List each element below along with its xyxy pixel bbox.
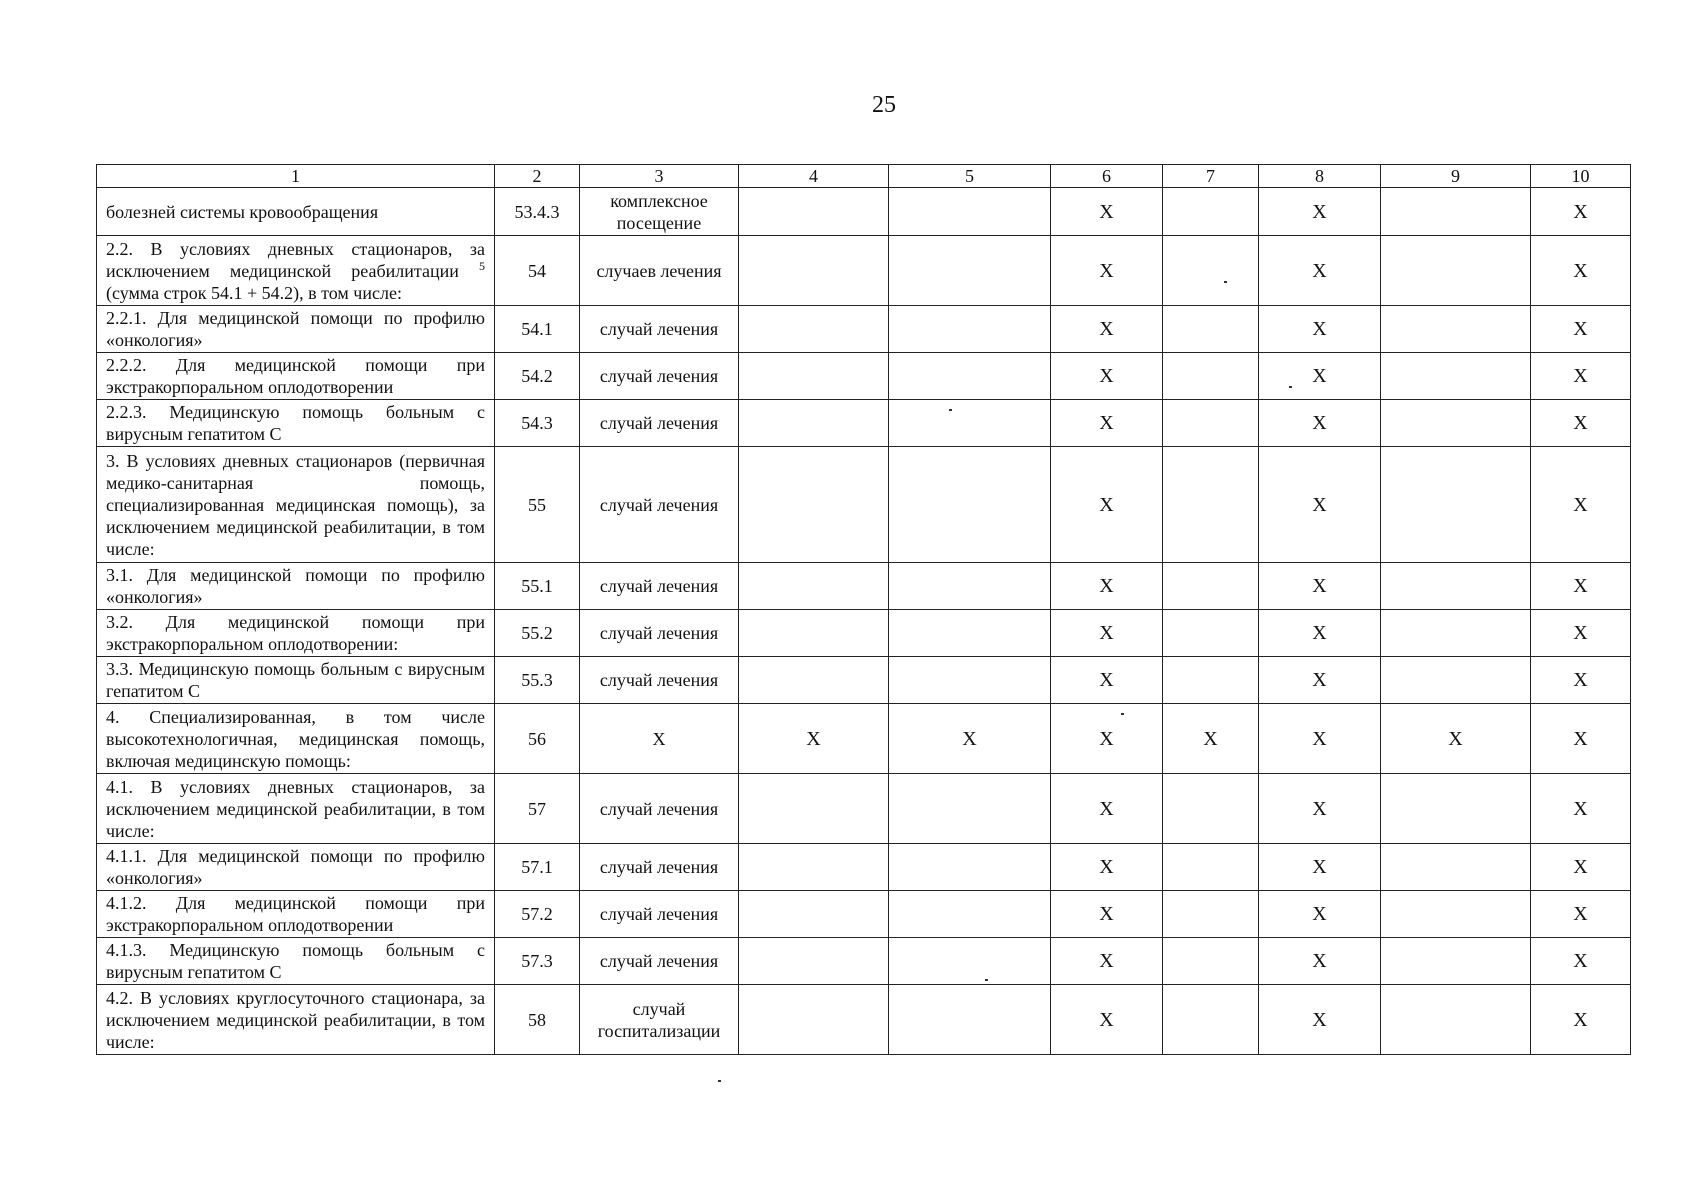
cell-col-10: X xyxy=(1531,353,1631,400)
row-code: 58 xyxy=(495,985,580,1055)
row-code: 57.1 xyxy=(495,844,580,891)
row-description-text: 3.2. Для медицинской помощи при экстракорпоральном оплодотворении: xyxy=(106,612,485,654)
cell-col-8: X xyxy=(1259,704,1381,774)
row-unit: случай лечения xyxy=(580,400,739,447)
cell-col-9 xyxy=(1381,774,1531,844)
table-row xyxy=(97,447,1631,563)
row-code: 55.1 xyxy=(495,563,580,610)
row-description xyxy=(97,938,495,985)
row-description xyxy=(97,563,495,610)
row-description-text: 4. Специализированная, в том числе высокотехнологичная, медицинская помощь, включая медицинскую помощь: xyxy=(106,706,485,771)
table-row xyxy=(97,891,1631,938)
cell-col-6: X xyxy=(1051,891,1163,938)
col-header: 6 xyxy=(1051,165,1163,188)
cell-col-8: X xyxy=(1259,447,1381,563)
cell-col-8: X xyxy=(1259,985,1381,1055)
row-code: 57 xyxy=(495,774,580,844)
cell-col-5 xyxy=(889,938,1051,985)
cell-col-9 xyxy=(1381,985,1531,1055)
row-description-text: 2.2.2. Для медицинской помощи при экстракорпоральном оплодотворении xyxy=(106,355,485,397)
cell-col-4 xyxy=(739,447,889,563)
cell-col-9 xyxy=(1381,657,1531,704)
table-row xyxy=(97,610,1631,657)
row-unit: случай лечения xyxy=(580,610,739,657)
cell-col-10: X xyxy=(1531,891,1631,938)
row-description xyxy=(97,236,495,306)
cell-col-7 xyxy=(1163,844,1259,891)
cell-col-8: X xyxy=(1259,236,1381,306)
row-description-text: 2.2. В условиях дневных стационаров, за исключением медицинской реабилитации xyxy=(106,238,485,281)
cell-col-4 xyxy=(739,610,889,657)
row-description-text: 3.3. Медицинскую помощь больным с вирусным гепатитом С xyxy=(106,659,485,701)
row-unit: случай госпитализации xyxy=(580,985,739,1055)
row-description xyxy=(97,610,495,657)
table-row xyxy=(97,774,1631,844)
cell-col-10: X xyxy=(1531,985,1631,1055)
row-description-text: болезней системы кровообращения xyxy=(106,201,379,222)
cell-col-8: X xyxy=(1259,353,1381,400)
cell-col-9 xyxy=(1381,563,1531,610)
row-description-text: 4.1.3. Медицинскую помощь больным с вирусным гепатитом С xyxy=(106,940,485,982)
cell-col-10: X xyxy=(1531,236,1631,306)
table-row xyxy=(97,844,1631,891)
row-description xyxy=(97,188,495,236)
cell-col-7 xyxy=(1163,353,1259,400)
cell-col-4 xyxy=(739,306,889,353)
row-description-text: 4.1.2. Для медицинской помощи при экстракорпоральном оплодотворении xyxy=(106,893,485,935)
cell-col-5 xyxy=(889,563,1051,610)
cell-col-10: X xyxy=(1531,400,1631,447)
row-description xyxy=(97,306,495,353)
cell-col-4 xyxy=(739,563,889,610)
row-code: 54.1 xyxy=(495,306,580,353)
cell-col-8: X xyxy=(1259,188,1381,236)
cell-col-5 xyxy=(889,657,1051,704)
row-description xyxy=(97,704,495,774)
scan-speck xyxy=(1289,386,1292,388)
row-description xyxy=(97,400,495,447)
cell-col-10: X xyxy=(1531,774,1631,844)
header-row xyxy=(97,165,1631,188)
col-header: 4 xyxy=(739,165,889,188)
col-header: 10 xyxy=(1531,165,1631,188)
cell-col-5 xyxy=(889,610,1051,657)
row-description xyxy=(97,774,495,844)
cell-col-8: X xyxy=(1259,891,1381,938)
col-header: 5 xyxy=(889,165,1051,188)
cell-col-4 xyxy=(739,938,889,985)
cell-col-9 xyxy=(1381,610,1531,657)
cell-col-7 xyxy=(1163,447,1259,563)
table-row xyxy=(97,236,1631,306)
row-description-text: 2.2.3. Медицинскую помощь больным с вирусным гепатитом С xyxy=(106,402,485,444)
cell-col-7 xyxy=(1163,938,1259,985)
scan-speck xyxy=(949,409,952,411)
cell-col-8: X xyxy=(1259,400,1381,447)
cell-col-8: X xyxy=(1259,610,1381,657)
cell-col-10: X xyxy=(1531,704,1631,774)
row-code: 55.2 xyxy=(495,610,580,657)
cell-col-6: X xyxy=(1051,306,1163,353)
row-code: 55 xyxy=(495,447,580,563)
cell-col-8: X xyxy=(1259,774,1381,844)
row-description xyxy=(97,844,495,891)
cell-col-5 xyxy=(889,306,1051,353)
cell-col-7 xyxy=(1163,306,1259,353)
cell-col-7: X xyxy=(1163,704,1259,774)
cell-col-5 xyxy=(889,353,1051,400)
cell-col-6: X xyxy=(1051,657,1163,704)
cell-col-10: X xyxy=(1531,306,1631,353)
cell-col-7 xyxy=(1163,188,1259,236)
row-code: 56 xyxy=(495,704,580,774)
footnote-marker: 5 xyxy=(479,258,485,273)
row-code: 57.2 xyxy=(495,891,580,938)
row-description-text: 3. В условиях дневных стационаров (первичная медико-санитарная помощь, специализированная медицинская помощь), за исключением медицинской реабилитации, в том числе: xyxy=(106,450,485,559)
cell-col-10: X xyxy=(1531,657,1631,704)
cell-col-4: X xyxy=(739,704,889,774)
cell-col-6: X xyxy=(1051,610,1163,657)
row-description-tail: (сумма строк 54.1 + 54.2), в том числе: xyxy=(106,282,402,303)
cell-col-5: X xyxy=(889,704,1051,774)
cell-col-8: X xyxy=(1259,938,1381,985)
row-unit: случай лечения xyxy=(580,563,739,610)
cell-col-5 xyxy=(889,891,1051,938)
row-unit: случаев лечения xyxy=(580,236,739,306)
cell-col-10: X xyxy=(1531,563,1631,610)
row-unit: X xyxy=(580,704,739,774)
scan-speck xyxy=(1224,281,1227,283)
col-header: 7 xyxy=(1163,165,1259,188)
cell-col-8: X xyxy=(1259,306,1381,353)
cell-col-9 xyxy=(1381,400,1531,447)
cell-col-4 xyxy=(739,353,889,400)
cell-col-4 xyxy=(739,891,889,938)
cell-col-9 xyxy=(1381,844,1531,891)
cell-col-10: X xyxy=(1531,844,1631,891)
cell-col-7 xyxy=(1163,563,1259,610)
cell-col-9 xyxy=(1381,306,1531,353)
row-description-text: 3.1. Для медицинской помощи по профилю «онкология» xyxy=(106,565,485,607)
row-code: 55.3 xyxy=(495,657,580,704)
table-row xyxy=(97,563,1631,610)
cell-col-8: X xyxy=(1259,657,1381,704)
cell-col-9 xyxy=(1381,938,1531,985)
row-description-text: 4.1.1. Для медицинской помощи по профилю «онкология» xyxy=(106,846,485,888)
row-description xyxy=(97,985,495,1055)
row-unit: случай лечения xyxy=(580,353,739,400)
row-unit: комплексное посещение xyxy=(580,188,739,236)
cell-col-4 xyxy=(739,188,889,236)
table-row xyxy=(97,938,1631,985)
scan-speck xyxy=(718,1080,721,1082)
table-row xyxy=(97,400,1631,447)
row-unit: случай лечения xyxy=(580,938,739,985)
row-unit: случай лечения xyxy=(580,447,739,563)
row-code: 54.3 xyxy=(495,400,580,447)
cell-col-4 xyxy=(739,400,889,447)
row-description-text: 2.2.1. Для медицинской помощи по профилю «онкология» xyxy=(106,308,485,350)
cell-col-10: X xyxy=(1531,447,1631,563)
col-header: 8 xyxy=(1259,165,1381,188)
cell-col-5 xyxy=(889,236,1051,306)
cell-col-4 xyxy=(739,844,889,891)
row-code: 54.2 xyxy=(495,353,580,400)
cell-col-6: X xyxy=(1051,236,1163,306)
cell-col-5 xyxy=(889,447,1051,563)
row-description xyxy=(97,657,495,704)
cell-col-6: X xyxy=(1051,938,1163,985)
row-unit: случай лечения xyxy=(580,774,739,844)
cell-col-6: X xyxy=(1051,400,1163,447)
col-header: 3 xyxy=(580,165,739,188)
cell-col-4 xyxy=(739,236,889,306)
scan-speck xyxy=(985,979,988,981)
row-code: 54 xyxy=(495,236,580,306)
row-code: 53.4.3 xyxy=(495,188,580,236)
cell-col-9 xyxy=(1381,188,1531,236)
cell-col-7 xyxy=(1163,400,1259,447)
row-description-text: 4.1. В условиях дневных стационаров, за исключением медицинской реабилитации, в том числе: xyxy=(106,776,485,841)
row-unit: случай лечения xyxy=(580,657,739,704)
cell-col-4 xyxy=(739,774,889,844)
cell-col-6: X xyxy=(1051,774,1163,844)
cell-col-6: X xyxy=(1051,563,1163,610)
table-row xyxy=(97,353,1631,400)
cell-col-8: X xyxy=(1259,844,1381,891)
row-unit: случай лечения xyxy=(580,306,739,353)
page-number: 25 xyxy=(872,92,896,118)
cell-col-6: X xyxy=(1051,447,1163,563)
cell-col-6: X xyxy=(1051,188,1163,236)
cell-col-5 xyxy=(889,985,1051,1055)
cell-col-6: X xyxy=(1051,844,1163,891)
cell-col-10: X xyxy=(1531,610,1631,657)
cell-col-5 xyxy=(889,774,1051,844)
cell-col-10: X xyxy=(1531,938,1631,985)
data-table xyxy=(96,164,1631,1055)
cell-col-7 xyxy=(1163,891,1259,938)
row-description xyxy=(97,891,495,938)
cell-col-7 xyxy=(1163,657,1259,704)
row-description-text: 4.2. В условиях круглосуточного стационара, за исключением медицинской реабилитации, в том числе: xyxy=(106,987,485,1052)
table-row xyxy=(97,704,1631,774)
cell-col-7 xyxy=(1163,985,1259,1055)
col-header: 9 xyxy=(1381,165,1531,188)
col-header: 2 xyxy=(495,165,580,188)
cell-col-6: X xyxy=(1051,985,1163,1055)
cell-col-6: X xyxy=(1051,353,1163,400)
scan-speck xyxy=(1121,713,1124,715)
row-code: 57.3 xyxy=(495,938,580,985)
table-row xyxy=(97,657,1631,704)
table-row xyxy=(97,985,1631,1055)
cell-col-5 xyxy=(889,188,1051,236)
cell-col-4 xyxy=(739,985,889,1055)
row-description xyxy=(97,353,495,400)
table-row xyxy=(97,306,1631,353)
cell-col-9 xyxy=(1381,236,1531,306)
cell-col-6: X xyxy=(1051,704,1163,774)
cell-col-9 xyxy=(1381,353,1531,400)
row-unit: случай лечения xyxy=(580,891,739,938)
cell-col-7 xyxy=(1163,774,1259,844)
row-unit: случай лечения xyxy=(580,844,739,891)
cell-col-5 xyxy=(889,400,1051,447)
col-header: 1 xyxy=(97,165,495,188)
cell-col-9 xyxy=(1381,447,1531,563)
cell-col-10: X xyxy=(1531,188,1631,236)
cell-col-4 xyxy=(739,657,889,704)
cell-col-7 xyxy=(1163,610,1259,657)
cell-col-5 xyxy=(889,844,1051,891)
cell-col-9: X xyxy=(1381,704,1531,774)
row-description xyxy=(97,447,495,563)
cell-col-9 xyxy=(1381,891,1531,938)
cell-col-8: X xyxy=(1259,563,1381,610)
cell-col-7 xyxy=(1163,236,1259,306)
table-row xyxy=(97,188,1631,236)
